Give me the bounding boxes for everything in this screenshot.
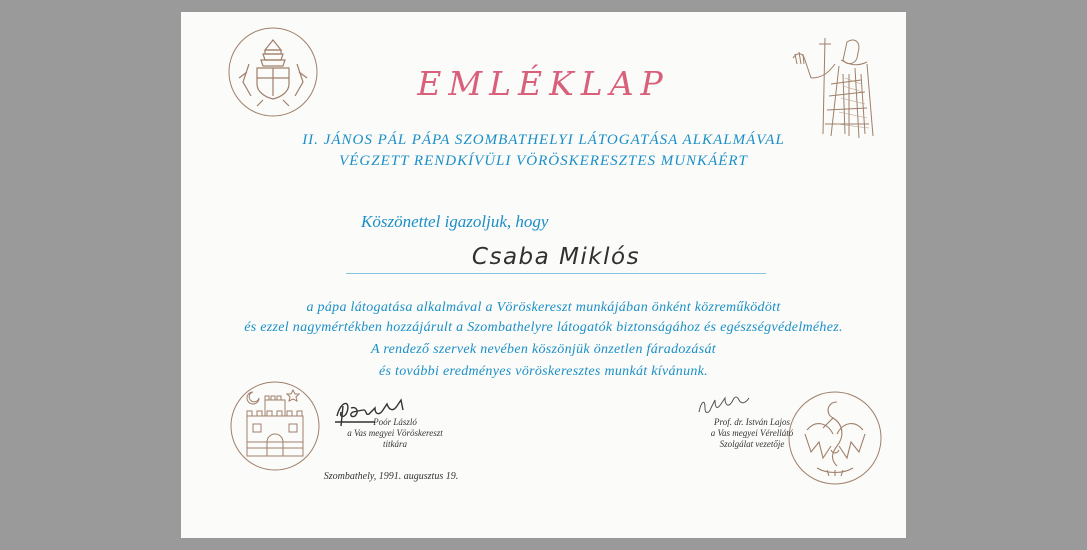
body-line-4: és további eredményes vöröskeresztes munkát kívánunk. [379, 364, 708, 379]
recipient-name: Csaba Miklós [471, 244, 641, 270]
signature-right-icon [695, 394, 755, 418]
intro-text: Köszönettel igazoljuk, hogy [361, 212, 549, 231]
signer-left-name: Poór László [373, 417, 417, 427]
certificate-title: EMLÉKLAP [417, 64, 670, 103]
signer-right-title-2: Szolgálat vezetője [719, 439, 785, 449]
body-line-1: a pápa látogatása alkalmával a Vöröskereszt munkájában önként közreműködött [306, 300, 781, 315]
signer-right-name: Prof. dr. István Lajos [714, 417, 790, 427]
place-and-date: Szombathely, 1991. augusztus 19. [323, 471, 459, 482]
signer-left-title-1: a Vas megyei Vöröskereszt [347, 428, 443, 438]
body-line-2: és ezzel nagymértékben hozzájárult a Szombathelyre látogatók biztonságához és egészségvédelméhez. [244, 320, 843, 335]
name-underline [346, 273, 766, 274]
city-castle-seal-icon [229, 380, 321, 472]
subtitle-line-1: II. JÁNOS PÁL PÁPA SZOMBATHELYI LÁTOGATÁSA ALKALMÁVAL [302, 132, 785, 148]
signer-left-title-2: titkára [383, 439, 407, 449]
subtitle-line-2: VÉGZETT RENDKÍVÜLI VÖRÖSKERESZTES MUNKÁÉRT [339, 153, 748, 169]
body-line-3: A rendező szervek nevében köszönjük önzetlen fáradozását [371, 342, 716, 357]
signer-right-title-1: a Vas megyei Vérellátó [710, 428, 794, 438]
certificate-paper [181, 12, 906, 538]
